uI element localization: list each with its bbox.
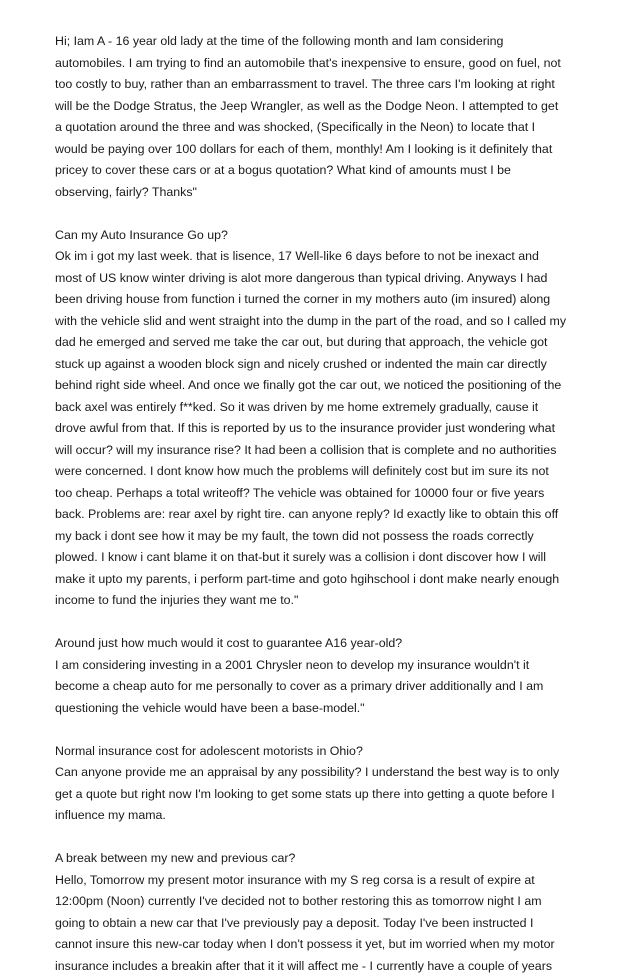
paragraph-a16-cost	[55, 633, 590, 719]
question-heading: Around just how much would it cost to guarantee A16 year-old?	[55, 633, 590, 655]
paragraph-intro	[55, 31, 590, 203]
paragraph-gap	[55, 827, 590, 849]
text-line: a quotation around the three and was shocked, (Specifically in the Neon) to locate that I	[55, 117, 590, 139]
document-page	[55, 31, 590, 977]
text-line: drove awful from that. If this is reported by us to the insurance provider just wondering what	[55, 418, 590, 440]
paragraph-gap	[55, 612, 590, 634]
text-line: my back i dont see how it may be my fault, the town did not possess the roads correctly	[55, 526, 590, 548]
text-line: will be the Dodge Stratus, the Jeep Wrangler, as well as the Dodge Neon. I attempted to get	[55, 96, 590, 118]
text-line: would be paying over 100 dollars for each of them, monthly! Am I looking is it definitely that	[55, 139, 590, 161]
text-line: Can anyone provide me an appraisal by any possibility? I understand the best way is to only	[55, 762, 590, 784]
text-line: Ok im i got my last week. that is lisence, 17 Well-like 6 days before to not be inexact and	[55, 246, 590, 268]
question-heading: A break between my new and previous car?	[55, 848, 590, 870]
text-line: dad he emerged and served me take the car out, but during that approach, the vehicle got	[55, 332, 590, 354]
text-line: 12:00pm (Noon) currently I've decided not to bother restoring this as tomorrow night I am	[55, 891, 590, 913]
text-line: insurance includes a breakin after that it it will affect me - I currently have a couple of years	[55, 956, 590, 977]
text-line: back. Problems are: rear axel by right tire. can anyone reply? Id exactly like to obtain this off	[55, 504, 590, 526]
text-line: observing, fairly? Thanks"	[55, 182, 590, 204]
text-line: cannot insure this new-car today when I don't possess it yet, but im worried when my motor	[55, 934, 590, 956]
text-line: become a cheap auto for me personally to cover as a primary driver additionally and I am	[55, 676, 590, 698]
question-heading: Normal insurance cost for adolescent motorists in Ohio?	[55, 741, 590, 763]
text-line: been driving house from function i turned the corner in my mothers auto (im insured) along	[55, 289, 590, 311]
text-line: Hi; Iam A - 16 year old lady at the time of the following month and Iam considering	[55, 31, 590, 53]
text-line: back axel was entirely f**ked. So it was driven by me home extremely gradually, cause it	[55, 397, 590, 419]
text-line: too costly to buy, rather than an embarrassment to travel. The three cars I'm looking at right	[55, 74, 590, 96]
paragraph-gap	[55, 203, 590, 225]
paragraph-gap	[55, 719, 590, 741]
text-line: behind right side wheel. And once we finally got the car out, we noticed the positioning of the	[55, 375, 590, 397]
text-line: make it upto my parents, i perform part-time and goto hgihschool i dont make nearly enough	[55, 569, 590, 591]
paragraph-auto-insurance	[55, 225, 590, 612]
text-line: going to obtain a new car that I've previously pay a deposit. Today I've been instructed I	[55, 913, 590, 935]
paragraph-ohio	[55, 741, 590, 827]
text-line: income to fund the injuries they want me to."	[55, 590, 590, 612]
text-line: I am considering investing in a 2001 Chrysler neon to develop my insurance wouldn't it	[55, 655, 590, 677]
text-line: will occur? will my insurance rise? It had been a collision that is complete and no authorities	[55, 440, 590, 462]
text-line: questioning the vehicle would have been a base-model."	[55, 698, 590, 720]
question-heading: Can my Auto Insurance Go up?	[55, 225, 590, 247]
text-line: get a quote but right now I'm looking to get some stats up there into getting a quote before I	[55, 784, 590, 806]
text-line: stuck up against a wooden block sign and nicely crushed or indented the main car directly	[55, 354, 590, 376]
paragraph-car-break	[55, 848, 590, 977]
text-line: influence my mama.	[55, 805, 590, 827]
text-line: most of US know winter driving is alot more dangerous than typical driving. Anyways I had	[55, 268, 590, 290]
text-line: were concerned. I dont know how much the problems will definitely cost but im sure its not	[55, 461, 590, 483]
text-line: Hello, Tomorrow my present motor insurance with my S reg corsa is a result of expire at	[55, 870, 590, 892]
text-line: with the vehicle slid and went straight into the dump in the part of the road, and so I called my	[55, 311, 590, 333]
text-line: plowed. I know i cant blame it on that-but it surely was a collision i dont discover how I will	[55, 547, 590, 569]
text-line: too cheap. Perhaps a total writeoff? The vehicle was obtained for 10000 four or five years	[55, 483, 590, 505]
text-line: pricey to cover these cars or at a bogus quotation? What kind of amounts must I be	[55, 160, 590, 182]
text-line: automobiles. I am trying to find an automobile that's inexpensive to ensure, good on fuel, not	[55, 53, 590, 75]
